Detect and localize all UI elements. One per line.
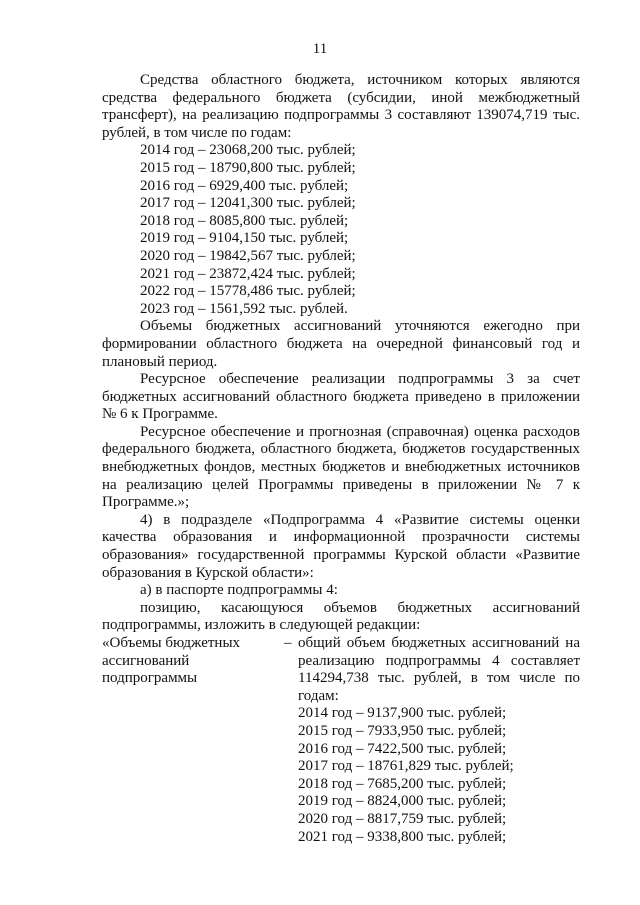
paragraph-funding-federal: Средства областного бюджета, источником которых являются средства федерального бюджета (субсидии, иной межбюджетный трансферт), на реализацию подпрограммы 3 составляют 139074,719 тыс. рублей, в том числе по годам: <box>102 72 580 141</box>
year-line: 2021 год – 9338,800 тыс. рублей; <box>298 828 507 845</box>
year-line: 2022 год – 15778,486 тыс. рублей; <box>140 283 356 300</box>
paragraph-budget-clarification: Объемы бюджетных ассигнований уточняются ежегодно при формировании областного бюджета на очередной финансовый год и плановый период. <box>102 318 580 370</box>
passport-table <box>102 635 580 846</box>
year-line: 2016 год – 7422,500 тыс. рублей; <box>298 740 507 757</box>
paragraph-resource-appendix-6: Ресурсное обеспечение реализации подпрограммы 3 за счет бюджетных ассигнований областного бюджета приведено в приложении № 6 к Программе. <box>102 371 580 423</box>
year-list-subprogram-3 <box>102 142 580 318</box>
paragraph-resource-appendix-7: Ресурсное обеспечение и прогнозная (справочная) оценка расходов федерального бюджета, областного бюджета, бюджетов государственных внебюджетных фондов, местных бюджетов и внебюджетных источников на реализацию целей Программы приведены в приложении № 7 к Программе.»; <box>102 423 580 511</box>
page-number: 11 <box>312 41 328 57</box>
year-line: 2019 год – 9104,150 тыс. рублей; <box>140 230 349 247</box>
year-line: 2017 год – 18761,829 тыс. рублей; <box>298 758 514 775</box>
year-line: 2015 год – 7933,950 тыс. рублей; <box>298 722 507 739</box>
year-line: 2018 год – 7685,200 тыс. рублей; <box>298 775 507 792</box>
year-line: 2020 год – 8817,759 тыс. рублей; <box>298 810 507 827</box>
year-line: 2019 год – 8824,000 тыс. рублей; <box>298 793 507 810</box>
table-dash: – <box>284 635 292 651</box>
year-line: 2020 год – 19842,567 тыс. рублей; <box>140 247 356 264</box>
table-label: «Объемы бюджетных ассигнований подпрограммы <box>102 635 241 687</box>
paragraph-position-edit: позицию, касающуюся объемов бюджетных ассигнований подпрограммы, изложить в следующей редакции: <box>102 599 580 634</box>
year-line: 2023 год – 1561,592 тыс. рублей. <box>140 300 348 317</box>
table-intro: общий объем бюджетных ассигнований на реализацию подпрограммы 4 составляет 114294,738 тыс. рублей, в том числе по годам: <box>298 635 580 704</box>
year-line: 2015 год – 18790,800 тыс. рублей; <box>140 159 356 176</box>
year-line: 2021 год – 23872,424 тыс. рублей; <box>140 265 356 282</box>
year-line: 2017 год – 12041,300 тыс. рублей; <box>140 195 356 212</box>
paragraph-passport-4: а) в паспорте подпрограммы 4: <box>140 582 338 599</box>
year-line: 2014 год – 23068,200 тыс. рублей; <box>140 142 356 159</box>
year-line: 2014 год – 9137,900 тыс. рублей; <box>298 705 507 722</box>
year-line: 2018 год – 8085,800 тыс. рублей; <box>140 212 349 229</box>
paragraph-subsection-4: 4) в подразделе «Подпрограмма 4 «Развитие системы оценки качества образования и информационной прозрачности системы образования» государственной программы Курской области «Развитие образования в Курской области»: <box>102 511 580 581</box>
year-line: 2016 год – 6929,400 тыс. рублей; <box>140 177 349 194</box>
table-value <box>298 635 580 846</box>
document-body <box>102 72 580 846</box>
